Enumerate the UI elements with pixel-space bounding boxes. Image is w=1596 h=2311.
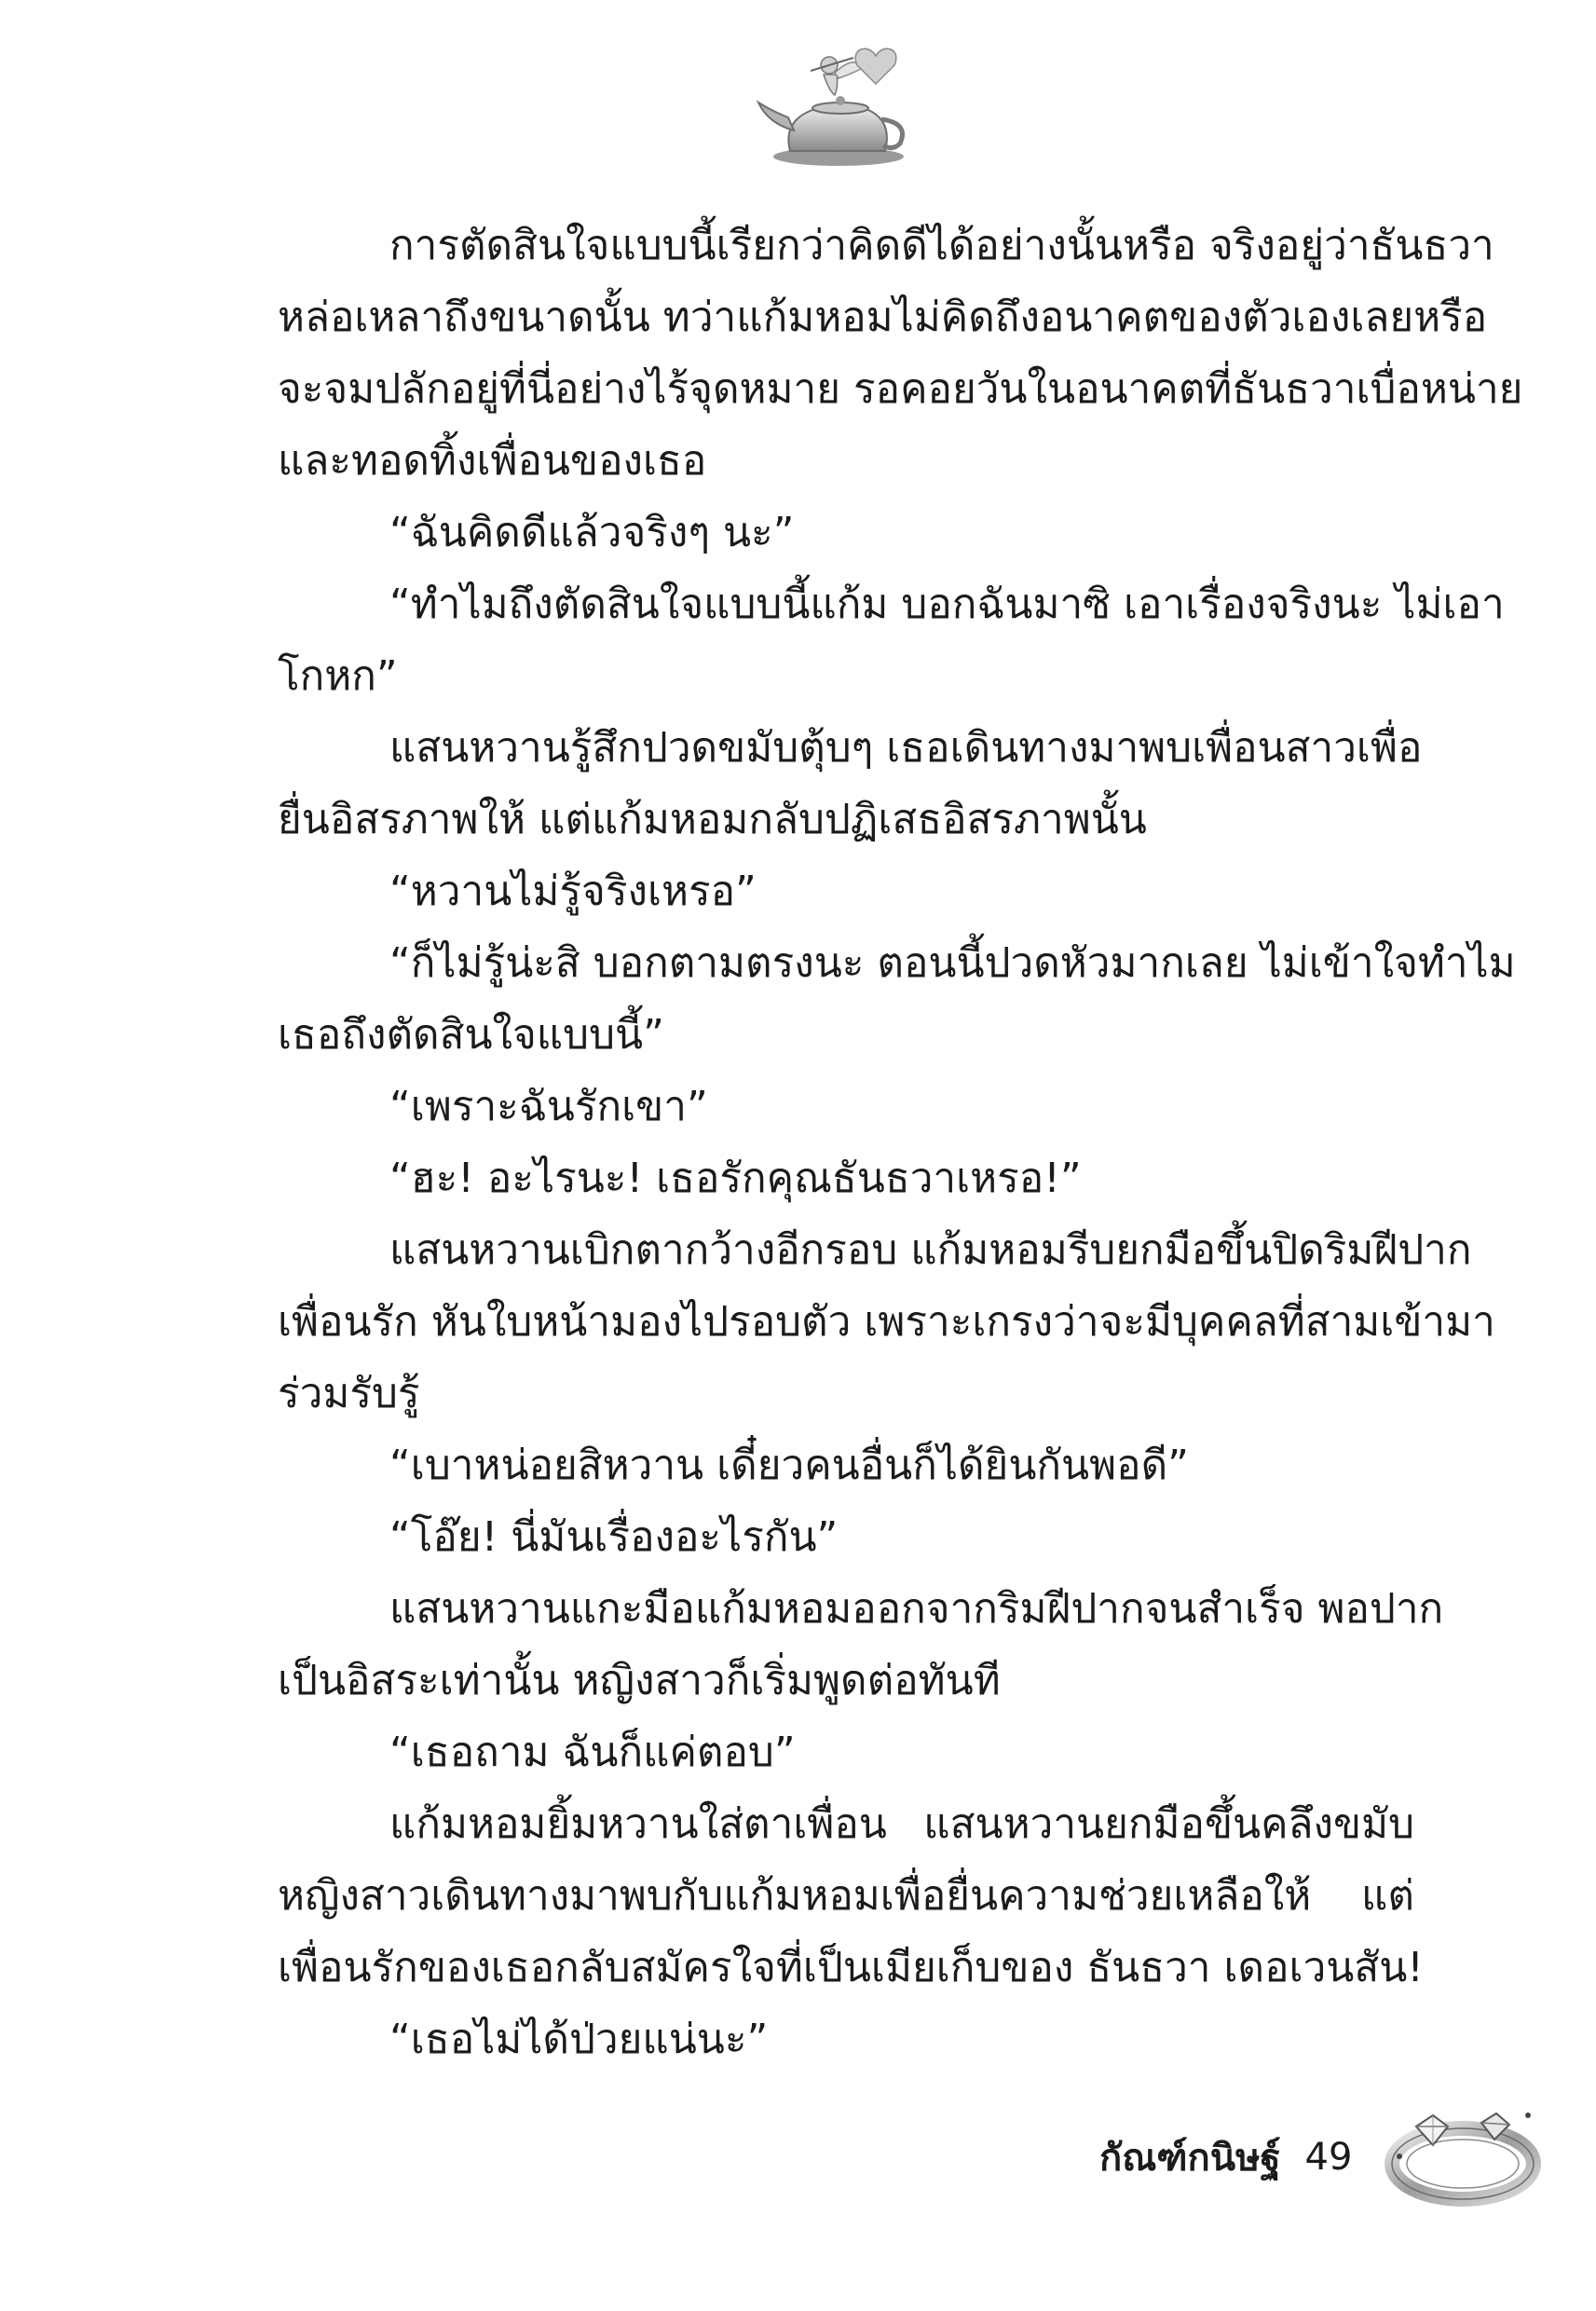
book-title: กัณฑ์กนิษฐ์: [1099, 2137, 1281, 2180]
page-number: 49: [1304, 2136, 1353, 2179]
text-line: โกหก”: [278, 652, 398, 700]
text-line: หญิงสาวเดินทางมาพบกับแก้มหอมเพื่อยื่นความช่วยเหลือให้ แต่: [278, 1872, 1414, 1920]
body-text: [278, 210, 1523, 2075]
text-line: เป็นอิสระเท่านั้น หญิงสาวก็เริ่มพูดต่อทันที: [278, 1657, 1001, 1704]
text-line: แสนหวานเบิกตากว้างอีกรอบ แก้มหอมรีบยกมือขึ้นปิดริมฝีปาก: [389, 1226, 1472, 1274]
text-line: “ฉันคิดดีแล้วจริงๆ นะ”: [389, 509, 795, 556]
text-line: เพื่อนรัก หันใบหน้ามองไปรอบตัว เพราะเกรงว่าจะมีบุคคลที่สามเข้ามา: [278, 1298, 1495, 1346]
text-line: แสนหวานรู้สึกปวดขมับตุ้บๆ เธอเดินทางมาพบเพื่อนสาวเพื่อ: [389, 724, 1423, 772]
text-line: และทอดทิ้งเพื่อนของเธอ: [278, 437, 707, 485]
text-line: “เบาหน่อยสิหวาน เดี๋ยวคนอื่นก็ได้ยินกันพอดี”: [389, 1442, 1189, 1489]
text-line: “ฮะ! อะไรนะ! เธอรักคุณธันธวาเหรอ!”: [389, 1155, 1082, 1202]
page-footer: [1099, 2120, 1352, 2195]
text-line: การตัดสินใจแบบนี้เรียกว่าคิดดีได้อย่างนั้นหรือ จริงอยู่ว่าธันธวา: [389, 222, 1494, 269]
text-line: ยื่นอิสรภาพให้ แต่แก้มหอมกลับปฏิเสธอิสรภาพนั้น: [278, 796, 1147, 843]
text-line: “ทำไมถึงตัดสินใจแบบนี้แก้ม บอกฉันมาซิ เอาเรื่องจริงนะ ไม่เอา: [389, 581, 1505, 628]
text-line: หล่อเหลาถึงขนาดนั้น ทว่าแก้มหอมไม่คิดถึงอนาคตของตัวเองเลยหรือ: [278, 294, 1488, 341]
text-line: ร่วมรับรู้: [278, 1370, 420, 1417]
text-line: “เพราะฉันรักเขา”: [389, 1083, 708, 1130]
text-line: “หวานไม่รู้จริงเหรอ”: [389, 868, 757, 915]
text-line: “ก็ไม่รู้น่ะสิ บอกตามตรงนะ ตอนนี้ปวดหัวมากเลย ไม่เข้าใจทำไม: [389, 939, 1516, 987]
teapot-cupid-icon: [745, 37, 932, 177]
text-line: เพื่อนรักของเธอกลับสมัครใจที่เป็นเมียเก็บของ ธันธวา เดอเวนสัน!: [278, 1944, 1424, 1991]
text-line: เธอถึงตัดสินใจแบบนี้”: [278, 1011, 664, 1059]
text-line: “โอ๊ย! นี่มันเรื่องอะไรกัน”: [389, 1513, 839, 1561]
text-line: แสนหวานแกะมือแก้มหอมออกจากริมฝีปากจนสำเร็จ พอปาก: [389, 1585, 1444, 1633]
text-line: “เธอถาม ฉันก็แค่ตอบ”: [389, 1729, 796, 1776]
diamond-ring-icon: [1379, 2078, 1547, 2218]
text-line: “เธอไม่ได้ป่วยแน่นะ”: [389, 2016, 769, 2063]
text-line: แก้มหอมยิ้มหวานใส่ตาเพื่อน แสนหวานยกมือขึ้นคลึงขมับ: [389, 1800, 1414, 1848]
text-line: จะจมปลักอยู่ที่นี่อย่างไร้จุดหมาย รอคอยวันในอนาคตที่ธันธวาเบื่อหน่าย: [278, 365, 1523, 413]
